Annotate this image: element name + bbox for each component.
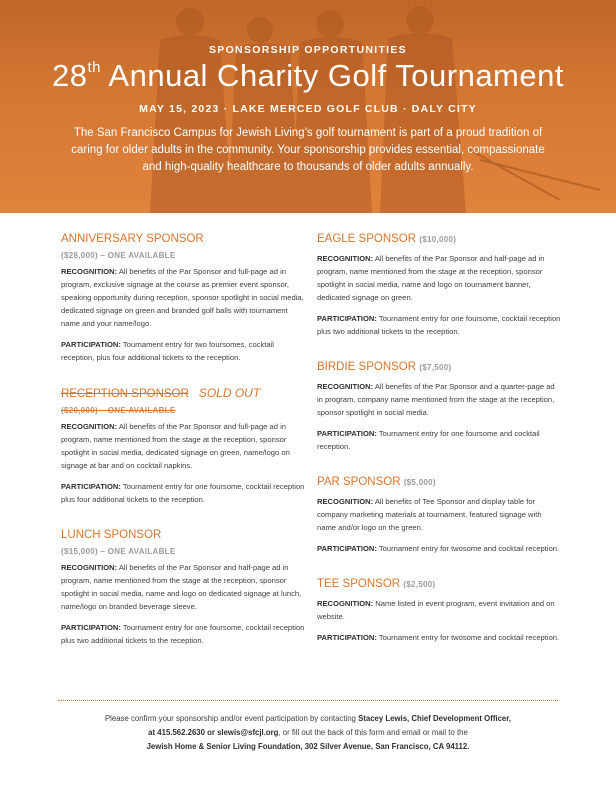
- recognition-text: RECOGNITION: All benefits of the Par Sponsor and full-page ad in program, name mentioned from the stage at the reception, sponsor spotlight in social media, dedicated signage on green, name/logo on signage at bar and on cocktail napkins.: [61, 422, 290, 470]
- intro-paragraph: The San Francisco Campus for Jewish Living’s golf tournament is part of a proud tradition of caring for older adults in the community. Your sponsorship provides essential, compassionate and high-quality healthcare to thousands of older adults annually.: [71, 127, 545, 173]
- page-title: [0, 58, 616, 94]
- sponsor-price: ($10,000): [419, 235, 457, 244]
- kicker: SPONSORSHIP OPPORTUNITIES: [208, 44, 407, 56]
- sponsor-name: ANNIVERSARY SPONSOR: [61, 233, 204, 245]
- sponsor-price: ($5,000): [403, 478, 436, 487]
- participation-text: PARTICIPATION: Tournament entry for one foursome, cocktail reception plus four additional tickets to the reception.: [61, 482, 305, 504]
- sponsor-price: ($15,000) – ONE AVAILABLE: [61, 547, 176, 556]
- sponsor-price: ($28,000) – ONE AVAILABLE: [61, 251, 176, 260]
- participation-text: PARTICIPATION: Tournament entry for one foursome, cocktail reception plus two additional tickets to the reception.: [317, 314, 561, 336]
- mailing-address: Jewish Home & Senior Living Foundation, 302 Silver Avenue, San Francisco, CA 94112.: [146, 742, 470, 751]
- recognition-text: RECOGNITION: All benefits of Tee Sponsor and display table for company marketing materials at tournament, featured signage with name and/or logo on the green.: [317, 497, 542, 532]
- sponsor-tee: [317, 577, 562, 644]
- participation-text: PARTICIPATION: Tournament entry for twosome and cocktail reception.: [317, 544, 560, 553]
- sponsor-name: EAGLE SPONSOR ($10,000): [317, 233, 457, 245]
- sponsor-name: BIRDIE SPONSOR ($7,500): [317, 361, 452, 373]
- sponsor-name: PAR SPONSOR ($5,000): [317, 476, 436, 488]
- sponsor-anniversary: [61, 232, 306, 364]
- participation-text: PARTICIPATION: Tournament entry for twosome and cocktail reception.: [317, 633, 560, 642]
- sold-out-label: SOLD OUT: [198, 386, 261, 400]
- event-dateline: MAY 15, 2023 · LAKE MERCED GOLF CLUB · DALY CITY: [139, 103, 477, 115]
- sponsor-par: [317, 475, 562, 555]
- recognition-text: RECOGNITION: All benefits of the Par Sponsor and half-page ad in program, name mentioned from the stage at the reception, sponsor spotlight in social media, name and logo on tournament banner, dedicated signage on green.: [317, 254, 545, 302]
- sponsor-eagle: [317, 232, 562, 338]
- sponsor-price: ($20,000) – ONE AVAILABLE: [61, 406, 176, 415]
- contact-details: at 415.562.2630 or slewis@sfcjl.org: [148, 728, 279, 737]
- left-column: [61, 232, 306, 647]
- sponsor-reception: [61, 386, 306, 506]
- title-rest: Annual Charity Golf Tournament: [101, 58, 564, 93]
- contact-name: Stacey Lewis, Chief Development Officer,: [358, 714, 512, 723]
- recognition-text: RECOGNITION: Name listed in event program, event invitation and on website.: [317, 599, 555, 621]
- right-column: [317, 232, 562, 644]
- participation-text: PARTICIPATION: Tournament entry for two foursomes, cocktail reception, plus four additional tickets to the reception.: [61, 340, 274, 362]
- recognition-text: RECOGNITION: All benefits of the Par Sponsor and full-page ad in program, exclusive signage at the course as premier event sponsor, speaking opportunity during reception, sponsor spotlight in social media, dedicated signage on green and branded golf balls with tournament name and your name/logo.: [61, 267, 304, 328]
- recognition-text: RECOGNITION: All benefits of the Par Sponsor and a quarter-page ad in program, company name mentioned from the stage at the reception, sponsor spotlight in social media.: [317, 382, 555, 417]
- title-number: 28: [52, 58, 88, 93]
- header-banner: [0, 0, 616, 213]
- sponsor-lunch: [61, 528, 306, 647]
- recognition-text: RECOGNITION: All benefits of the Par Sponsor and half-page ad in program, name mentioned from the stage at the reception, sponsor spotlight in social media, name and logo on dedicated signage at lunch, name/logo on branded beverage sleeve.: [61, 563, 302, 611]
- sponsor-name: [61, 386, 306, 401]
- participation-text: PARTICIPATION: Tournament entry for one foursome and cocktail reception.: [317, 429, 540, 451]
- sponsor-name: LUNCH SPONSOR: [61, 529, 162, 541]
- participation-text: PARTICIPATION: Tournament entry for one foursome, cocktail reception plus two additional tickets to the reception.: [61, 623, 305, 645]
- sponsor-price: ($7,500): [419, 363, 452, 372]
- sponsor-price: ($2,500): [403, 580, 436, 589]
- footer-divider: [58, 700, 558, 701]
- sponsor-name-struck: RECEPTION SPONSOR: [61, 388, 189, 400]
- sponsor-name: TEE SPONSOR ($2,500): [317, 578, 436, 590]
- title-suffix: th: [87, 59, 102, 76]
- sponsor-birdie: [317, 360, 562, 453]
- footer-contact: Please confirm your sponsorship and/or event participation by contacting Stacey Lewis, Chief Development Officer, at 415.562.2630 or slewis@sfcjl.org, or fill out the back of this form and email or mail to the Jewish Home & Senior Living Foundation, 302 Silver Avenue, San Francisco, CA 94112.: [104, 714, 512, 751]
